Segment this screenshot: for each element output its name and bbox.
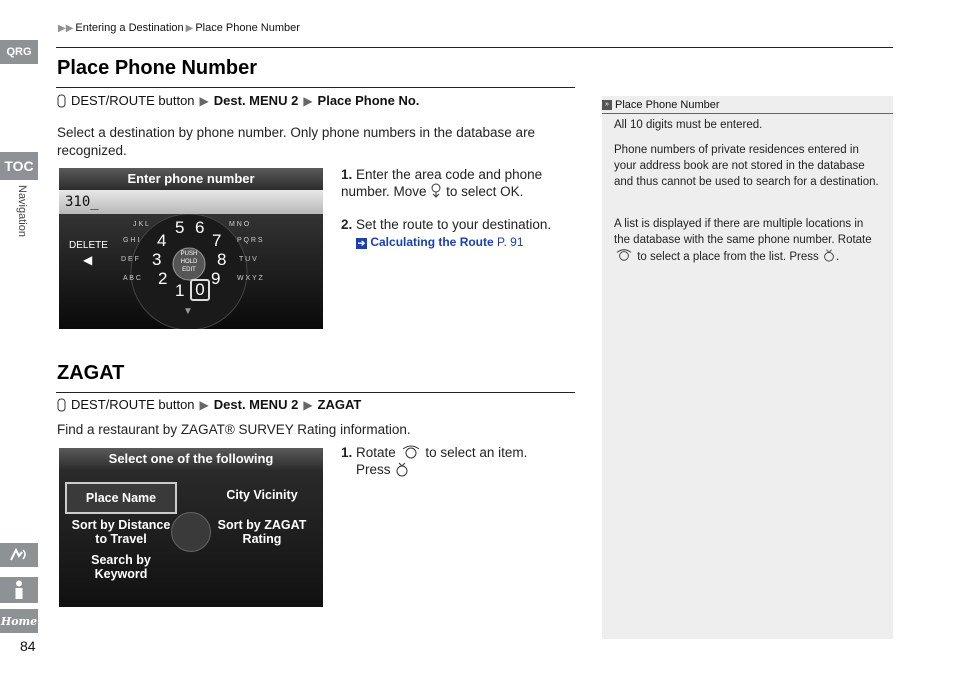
step-num: 2. xyxy=(341,217,353,232)
info-tab[interactable] xyxy=(0,577,38,603)
section-title-zagat: ZAGAT xyxy=(57,362,125,384)
note-icon: » xyxy=(602,100,612,110)
digit-0-selected[interactable]: 0 xyxy=(190,279,210,301)
path-step-1: Dest. MENU 2 xyxy=(213,93,299,108)
digit-2[interactable]: 2 xyxy=(158,269,168,288)
breadcrumb-arrow-icon: ▶ xyxy=(185,22,194,34)
digit-9[interactable]: 9 xyxy=(211,269,221,288)
letters-ghi: G H I xyxy=(123,237,140,244)
path-arrow-icon: ▶ xyxy=(199,397,209,412)
zagat-menu-screenshot xyxy=(59,448,323,607)
xref-page[interactable]: P. 91 xyxy=(497,235,524,249)
voice-command-icon xyxy=(8,546,30,564)
xref-calculating-route[interactable] xyxy=(356,234,581,251)
step-1-zagat xyxy=(341,444,566,478)
menu-search-keyword[interactable]: Search by Keyword xyxy=(91,553,151,581)
digit-3[interactable]: 3 xyxy=(152,250,162,269)
breadcrumb xyxy=(58,22,300,34)
step-text-end: . xyxy=(519,184,524,199)
letters-abc: A B C xyxy=(123,275,141,282)
path-arrow-icon: ▶ xyxy=(303,397,313,412)
dial-center-edit[interactable]: PUSH HOLD EDIT xyxy=(180,251,198,273)
breadcrumb-arrow-icon: ▶▶ xyxy=(58,22,74,34)
digit-6[interactable]: 6 xyxy=(195,218,205,237)
press-knob-icon xyxy=(394,461,410,477)
digit-1[interactable]: 1 xyxy=(175,281,185,300)
step-text: Rotate xyxy=(356,445,396,460)
rotate-knob-icon xyxy=(400,444,422,460)
digit-7[interactable]: 7 xyxy=(212,231,222,250)
section-title-place-phone: Place Phone Number xyxy=(57,57,258,79)
page-number: 84 xyxy=(20,638,36,654)
info-icon xyxy=(12,580,26,600)
note-text: A list is displayed if there are multiple locations in the database with the same phone number. Rotate xyxy=(614,218,872,246)
menu-sort-zagat[interactable]: Sort by ZAGAT Rating xyxy=(217,518,307,546)
ok-label: OK xyxy=(500,184,520,199)
step-text: to select an item. xyxy=(425,445,528,460)
path-button: DEST/ROUTE button xyxy=(71,93,195,108)
press-knob-icon xyxy=(822,248,836,262)
menu-place-name[interactable]: Place Name xyxy=(65,482,177,514)
section-intro: Find a restaurant by ZAGAT® SURVEY Rating information. xyxy=(57,422,411,437)
breadcrumb-link-entering[interactable]: Entering a Destination xyxy=(75,22,184,34)
letters-jkl: J K L xyxy=(133,221,149,228)
step-2 xyxy=(341,216,566,233)
home-label: Home xyxy=(0,614,38,628)
rotate-knob-icon xyxy=(614,248,634,262)
digit-8[interactable]: 8 xyxy=(217,250,227,269)
toc-tab[interactable]: TOC xyxy=(0,152,38,180)
step-text: to select xyxy=(446,184,497,199)
delete-label[interactable]: DELETE xyxy=(69,240,108,251)
down-arrow-icon: ▼ xyxy=(183,306,193,317)
menu-city-vicinity[interactable]: City Vicinity xyxy=(226,488,298,502)
step-num: 1. xyxy=(341,445,353,460)
phone-entry-screenshot xyxy=(59,168,323,329)
note-title: Place Phone Number xyxy=(615,98,720,111)
path-step-2: Place Phone No. xyxy=(317,93,420,108)
note-text: to select a place from the list. Press xyxy=(637,251,819,263)
hard-key-icon xyxy=(57,398,66,412)
step-num: 1. xyxy=(341,167,353,182)
note-paragraph-3: A list is displayed if there are multiple locations in the database with the same phone number. Rotate to select a place from the list. Press . xyxy=(614,218,872,263)
note-header xyxy=(602,96,893,114)
step-text: Set the route to your destination. xyxy=(356,217,552,232)
path-arrow-icon: ▶ xyxy=(199,93,209,108)
letters-mno: M N O xyxy=(229,221,250,228)
menu-sort-distance[interactable]: Sort by Distance to Travel xyxy=(71,518,171,546)
move-down-icon xyxy=(430,183,442,198)
path-button: DEST/ROUTE button xyxy=(71,397,195,412)
left-arrow-icon: ◀ xyxy=(83,253,93,267)
qrg-tab[interactable]: QRG xyxy=(0,40,38,64)
section-rule xyxy=(56,87,575,88)
center-knob xyxy=(171,512,211,552)
note-paragraph-1: All 10 digits must be entered. xyxy=(614,119,763,131)
xref-label[interactable]: Calculating the Route xyxy=(370,235,494,249)
menu-path xyxy=(57,93,419,108)
step-text: Press xyxy=(356,462,391,477)
letters-def: D E F xyxy=(121,256,139,263)
digit-4[interactable]: 4 xyxy=(157,231,167,250)
path-step-2: ZAGAT xyxy=(317,397,362,412)
voice-command-tab[interactable] xyxy=(0,543,38,567)
section-intro: Select a destination by phone number. Only phone numbers in the database are recognized. xyxy=(57,125,536,158)
letters-tuv: T U V xyxy=(239,256,257,263)
menu-path xyxy=(57,397,361,412)
phone-entry-field: 310_ xyxy=(59,190,323,214)
hard-key-icon xyxy=(57,94,66,108)
step-text: Enter the area code and phone number. Move xyxy=(341,167,543,199)
digit-5[interactable]: 5 xyxy=(175,218,185,237)
section-rule xyxy=(56,392,575,393)
xref-icon: ➔ xyxy=(357,238,366,248)
note-panel xyxy=(602,96,893,639)
breadcrumb-current: Place Phone Number xyxy=(195,22,300,34)
path-arrow-icon: ▶ xyxy=(303,93,313,108)
header-rule xyxy=(56,47,893,48)
step-1 xyxy=(341,166,566,200)
letters-pqrs: P Q R S xyxy=(237,237,263,244)
letters-wxyz: W X Y Z xyxy=(237,275,263,282)
path-step-1: Dest. MENU 2 xyxy=(213,397,299,412)
home-tab[interactable] xyxy=(0,609,38,633)
screen-title: Select one of the following xyxy=(59,448,323,470)
section-label: Navigation xyxy=(16,185,28,237)
screen-title: Enter phone number xyxy=(59,168,323,190)
note-paragraph-2: Phone numbers of private residences entered in your address book are not stored in the database and thus cannot be used to search for a destination. xyxy=(614,144,879,188)
